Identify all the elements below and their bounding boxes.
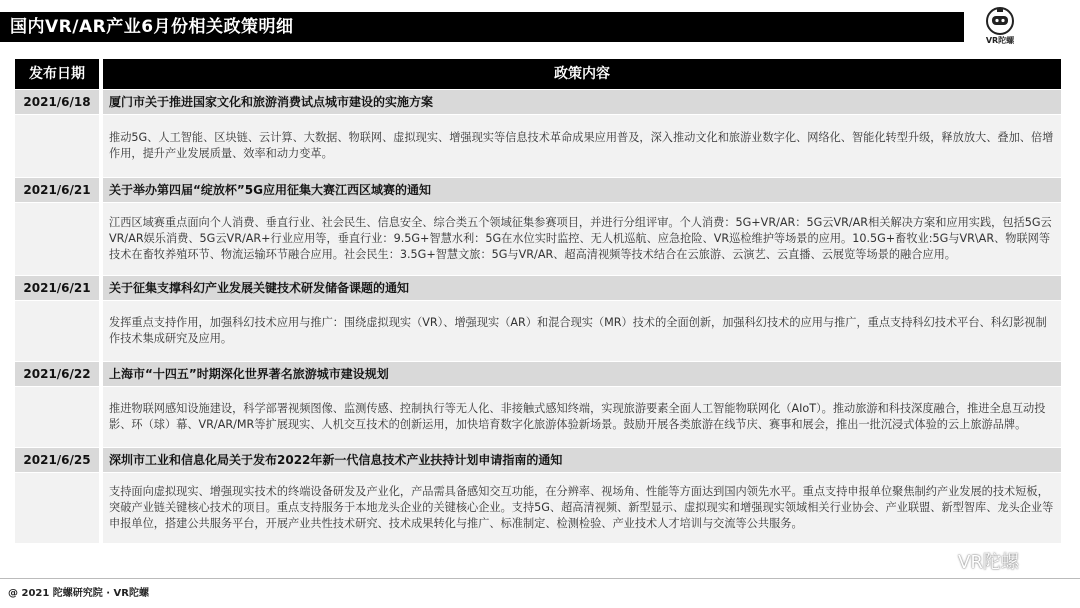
- table-row: [15, 90, 1061, 114]
- row-date: 2021/6/25: [23, 453, 91, 467]
- row-text: 推动5G、人工智能、区块链、云计算、大数据、物联网、虚拟现实、增强现实等信息技术革命成果应用普及，深入推动文化和旅游业数字化、网络化、智能化转型升级，释放放大、叠加、倍增作用，提升产业发展质量、效率和动力变革。: [103, 115, 1061, 177]
- header-date: 发布日期: [15, 59, 99, 89]
- row-title: 深圳市工业和信息化局关于发布2022年新一代信息技术产业扶持计划申请指南的通知: [109, 453, 563, 467]
- row-body: [15, 387, 1061, 447]
- row-body: [15, 301, 1061, 361]
- watermark: [928, 548, 1019, 574]
- table-row: [15, 448, 1061, 472]
- row-title: 厦门市关于推进国家文化和旅游消费试点城市建设的实施方案: [109, 95, 434, 109]
- row-date: 2021/6/22: [23, 367, 91, 381]
- table-row: [15, 362, 1061, 386]
- header-content: 政策内容: [103, 59, 1061, 89]
- row-body: [15, 473, 1061, 543]
- row-text: 推进物联网感知设施建设，科学部署视频图像、监测传感、控制执行等无人化、非接触式感知终端，实现旅游要素全面人工智能物联网化（AIoT）。推动旅游和科技深度融合，推进全息互动投影、环（球）幕、VR/AR/MR等扩展现实、人机交互技术的创新运用，加快培育数字化旅游体验新场景。鼓励开展各类旅游在线节庆、赛事和展会，推出一批沉浸式体验的云上旅游品牌。: [103, 387, 1061, 447]
- title-bar: [0, 12, 964, 42]
- row-date: 2021/6/21: [23, 183, 91, 197]
- row-text: 支持面向虚拟现实、增强现实技术的终端设备研发及产业化，产品需具备感知交互功能，在分辨率、视场角、性能等方面达到国内领先水平。重点支持申报单位聚焦制约产业发展的技术短板，突破产业链关键核心技术的项目。重点支持服务于本地龙头企业的关键核心企业。支持5G、超高清视频、新型显示、虚拟现实和增强现实领域相关行业协会、产业联盟、新型智库、龙头企业等申报单位，搭建公共服务平台，开展产业共性技术研究、技术成果转化与推广、标准制定、检测检验、产业技术人才培训与交流等公共服务。: [103, 473, 1061, 543]
- row-text: 发挥重点支持作用，加强科幻技术应用与推广：围绕虚拟现实（VR）、增强现实（AR）和混合现实（MR）技术的全面创新，加强科幻技术的应用与推广，重点支持科幻技术平台、科幻影视制作技术集成研究及应用。: [103, 301, 1061, 361]
- row-date: 2021/6/18: [23, 95, 91, 109]
- wechat-icon: [928, 550, 954, 572]
- astronaut-icon: [985, 6, 1015, 36]
- brand-logo: [972, 6, 1028, 50]
- footer-divider: [0, 578, 1080, 579]
- row-title: 关于举办第四届“绽放杯”5G应用征集大赛江西区域赛的通知: [109, 183, 431, 197]
- row-body: [15, 203, 1061, 275]
- row-title: 上海市“十四五”时期深化世界著名旅游城市建设规划: [109, 367, 389, 381]
- table-row: [15, 276, 1061, 300]
- footer-copyright: @ 2021 陀螺研究院 · VR陀螺: [8, 588, 149, 599]
- page-title: 国内VR/AR产业6月份相关政策明细: [10, 17, 294, 37]
- table-header: [15, 59, 1061, 89]
- policy-table: [15, 59, 1061, 543]
- row-text: 江西区域赛重点面向个人消费、垂直行业、社会民生、信息安全、综合类五个领域征集参赛项目，并进行分组评审。个人消费：5G+VR/AR：5G云VR/AR相关解决方案和应用实践，包括5G云VR/AR娱乐消费、5G云VR/AR+行业应用等，垂直行业：9.5G+智慧水利：5G在水位实时监控、无人机巡航、应急抢险、VR巡检维护等场景的应用。10.5G+畜牧业:5G与VR\AR、物联网等技术在畜牧养殖环节、物流运输环节融合应用。社会民生：3.5G+智慧文旅：5G与VR/AR、超高清视频等技术结合在云旅游、云演艺、云直播、云展览等场景的融合应用。: [103, 203, 1061, 275]
- watermark-text: VR陀螺: [958, 552, 1019, 573]
- table-row: [15, 178, 1061, 202]
- logo-text: VR陀螺: [985, 36, 1015, 45]
- row-date: 2021/6/21: [23, 281, 91, 295]
- row-body: [15, 115, 1061, 177]
- row-title: 关于征集支撑科幻产业发展关键技术研发储备课题的通知: [109, 281, 410, 295]
